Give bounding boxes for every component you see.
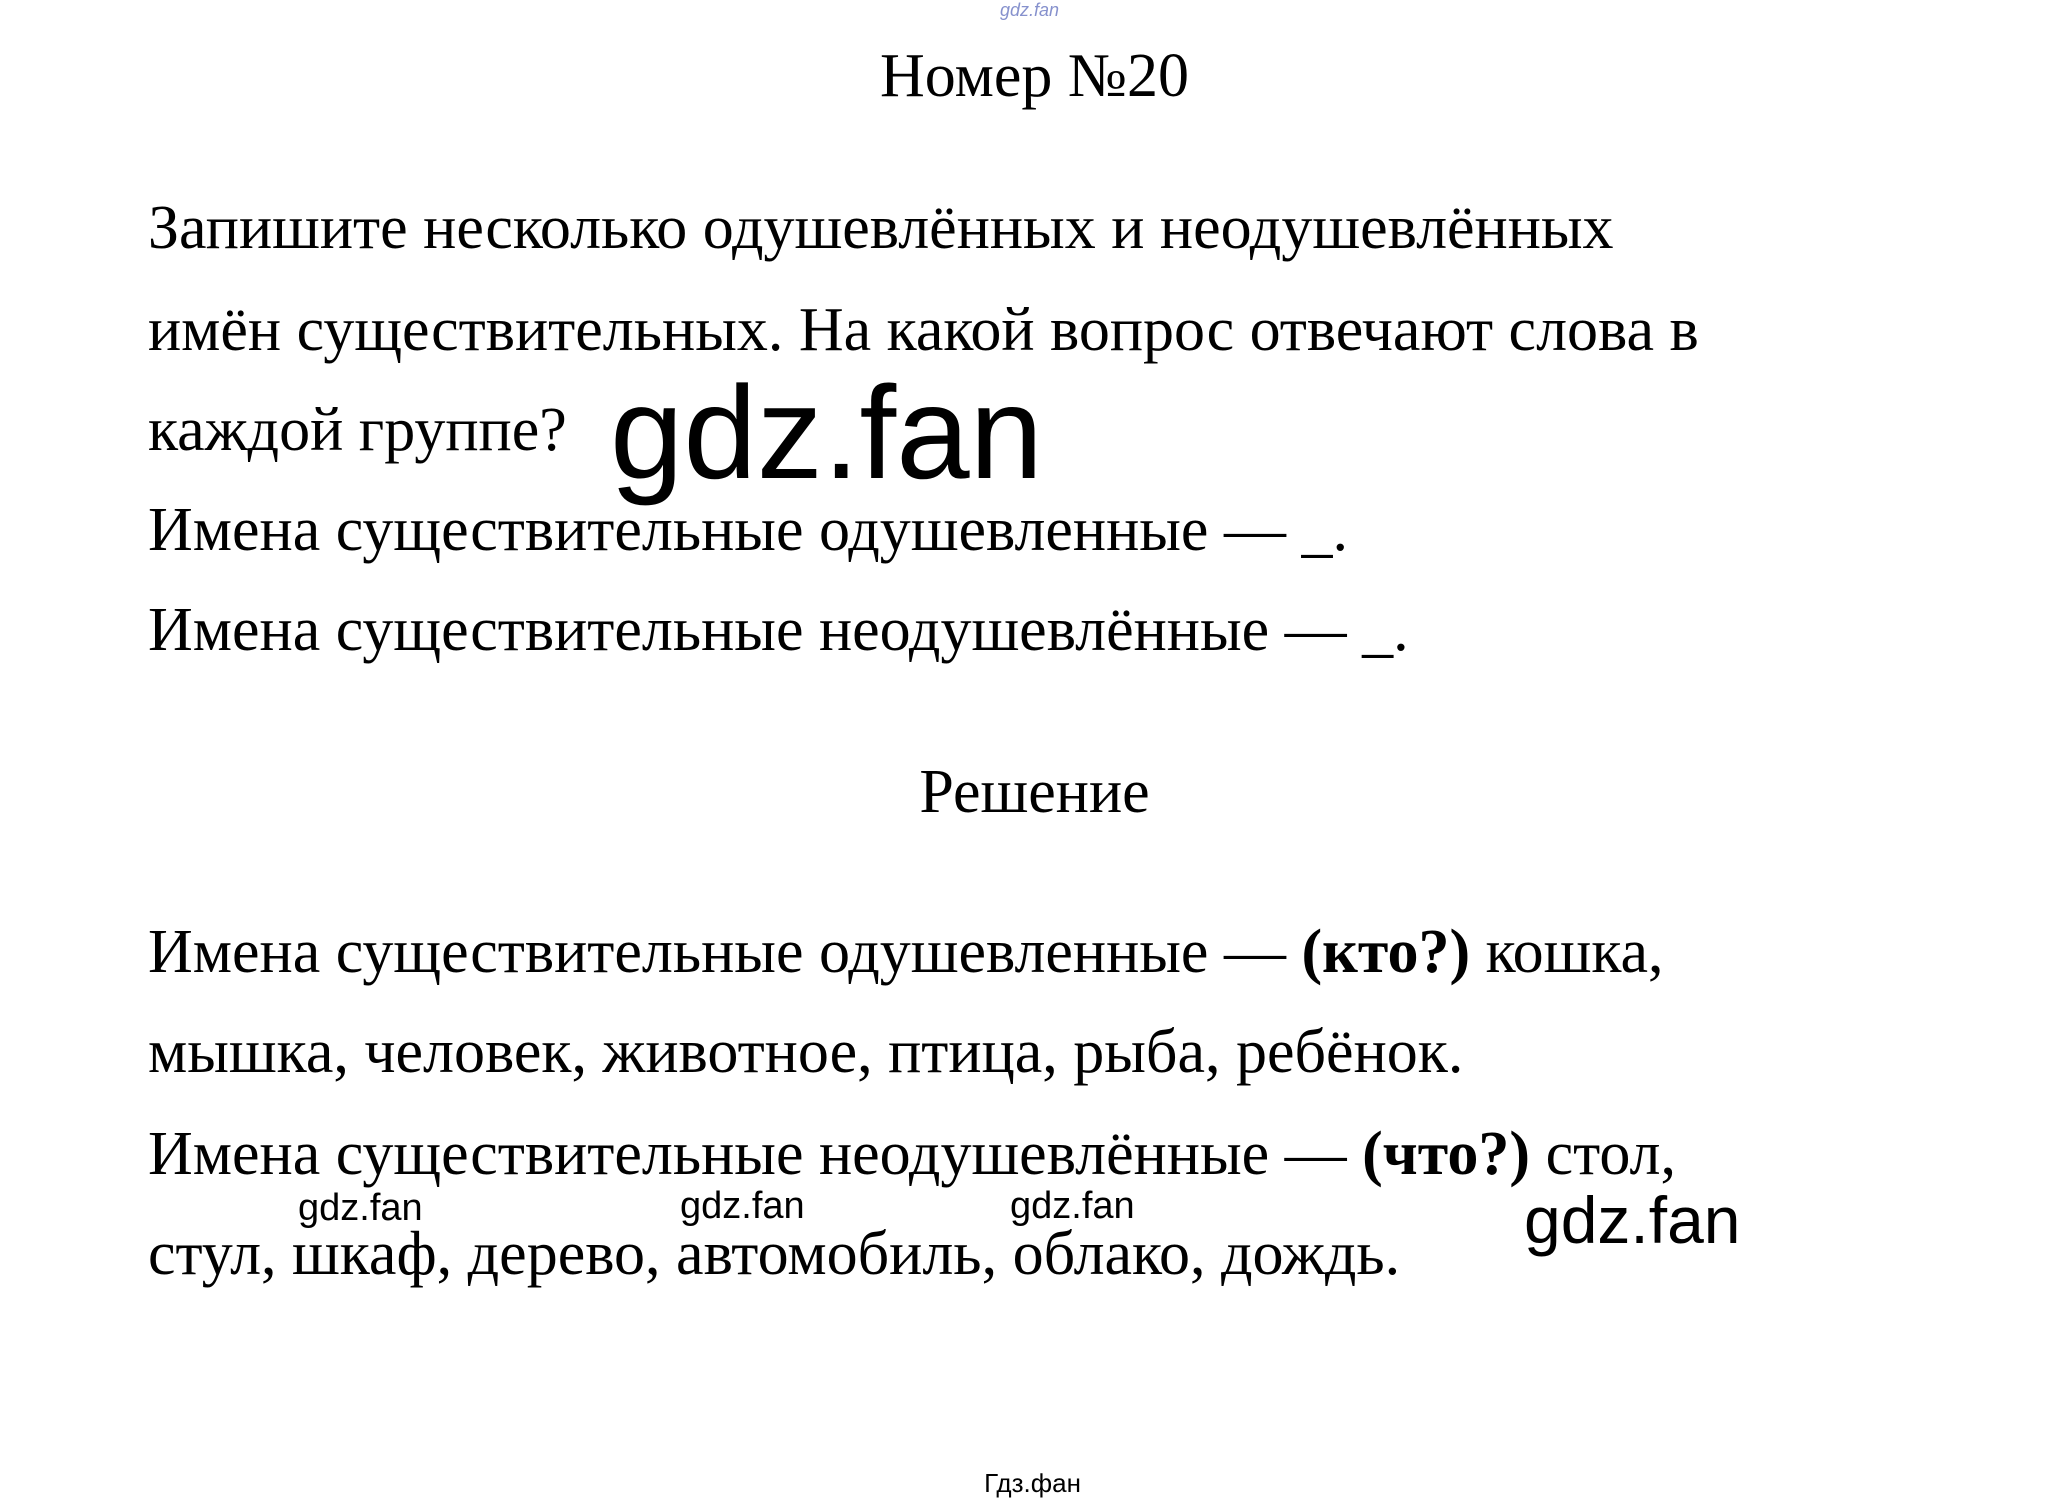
watermark-small-3: gdz.fan <box>1010 1185 1135 1227</box>
answer-animate-line-2: мышка, человек, животное, птица, рыба, ребёнок. <box>148 1018 1464 1086</box>
task-animate-template: Имена существительные одушевленные — _. <box>148 496 1348 564</box>
answer-inanimate-line-1 <box>148 1118 1676 1190</box>
top-watermark: gdz.fan <box>999 0 1060 20</box>
task-line-1: Запишите несколько одушевлённых и неодушевлённых <box>148 194 1614 262</box>
answer-inanimate-question: (что?) <box>1362 1120 1531 1188</box>
watermark-small-2: gdz.fan <box>680 1185 805 1227</box>
answer-inanimate-prefix: Имена существительные неодушевлённые — <box>148 1120 1363 1188</box>
watermark-large: gdz.fan <box>610 359 1043 506</box>
answer-animate-prefix: Имена существительные одушевленные — <box>148 918 1302 986</box>
answer-inanimate-line-2: стул, шкаф, дерево, автомобиль, облако, дождь. <box>148 1220 1401 1288</box>
answer-animate-suffix: кошка, <box>1470 918 1664 986</box>
task-line-3: каждой группе? <box>148 396 567 464</box>
page-title: Номер №20 <box>879 42 1189 110</box>
watermark-small-1: gdz.fan <box>298 1187 423 1229</box>
answer-animate-question: (кто?) <box>1301 918 1471 986</box>
watermark-medium: gdz.fan <box>1524 1183 1741 1257</box>
footer-watermark: Гдз.фан <box>984 1468 1081 1498</box>
task-inanimate-template: Имена существительные неодушевлённые — _. <box>148 596 1409 664</box>
answer-inanimate-suffix: стол, <box>1530 1120 1676 1188</box>
solution-heading: Решение <box>919 758 1150 826</box>
answer-animate-line-1 <box>148 916 1664 988</box>
task-line-2: имён существительных. На какой вопрос отвечают слова в <box>148 296 1699 364</box>
